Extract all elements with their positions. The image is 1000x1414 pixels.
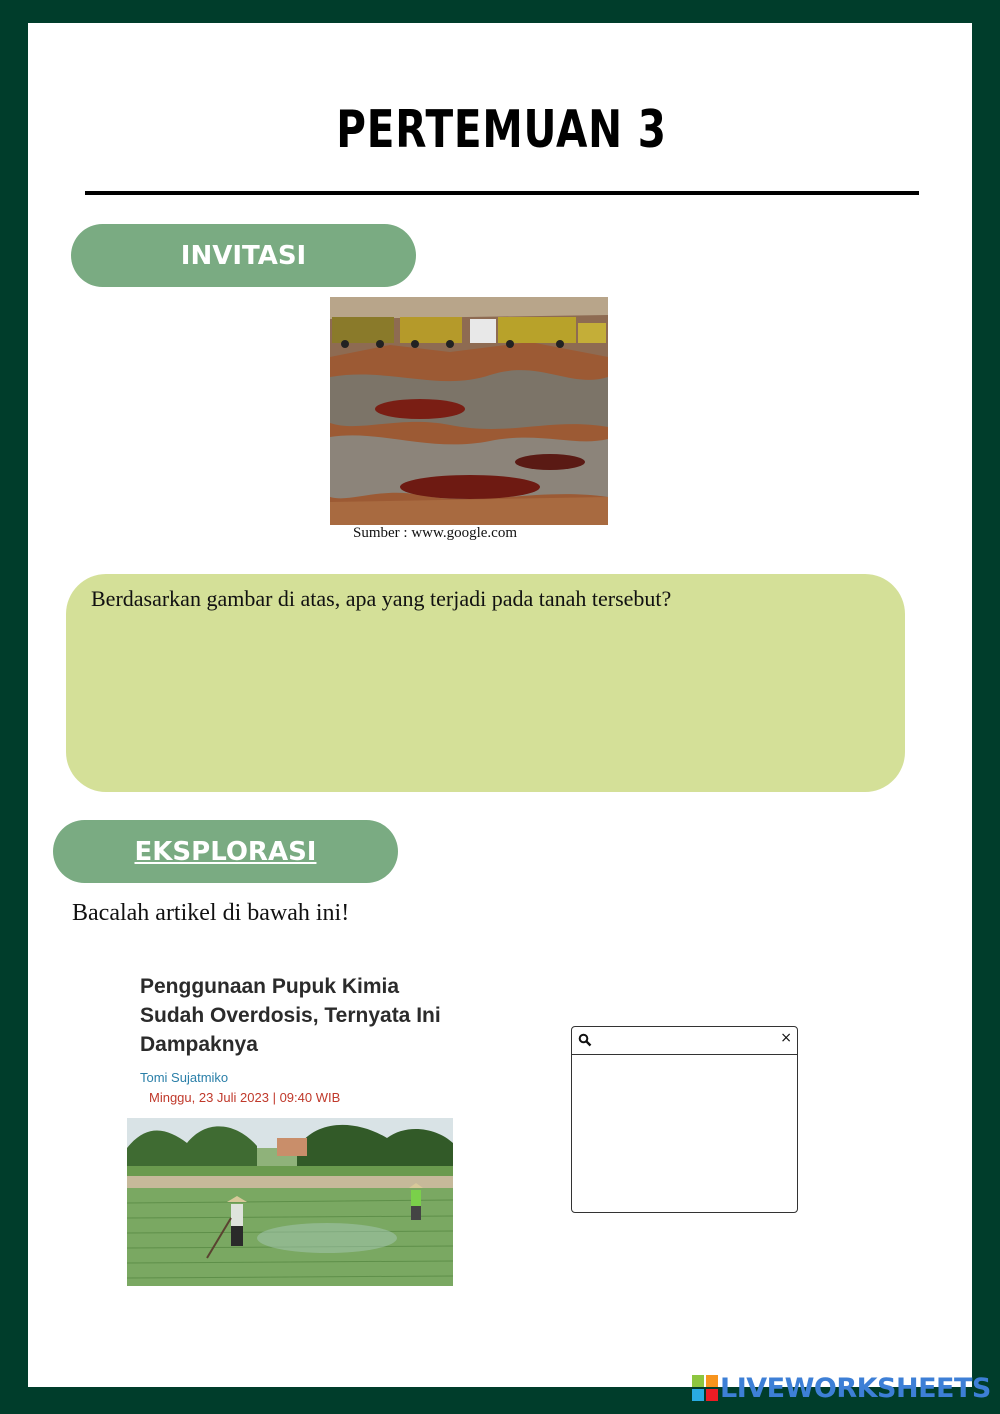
close-icon[interactable]: × [780,1030,792,1046]
liveworksheets-logo-icon [692,1375,718,1401]
search-widget [571,1026,798,1213]
image-caption: Sumber : www.google.com [353,525,518,541]
search-results-area[interactable] [572,1055,797,1212]
search-bar [572,1027,797,1055]
page-title: PERTEMUAN 3 [336,100,667,160]
title-divider [85,191,919,195]
search-input[interactable] [596,1030,770,1052]
rice-field-photo [127,1118,453,1286]
reading-instruction: Bacalah artikel di bawah ini! [72,900,350,926]
section-heading-eksplorasi [53,820,398,883]
question-text: Berdasarkan gambar di atas, apa yang terjadi pada tanah tersebut? [91,586,672,611]
search-icon [578,1033,592,1047]
eksplorasi-heading-label: EKSPLORASI [134,836,317,867]
article-date: Minggu, 23 Juli 2023 | 09:40 WIB [149,1090,341,1105]
landfill-photo [330,297,608,525]
article-title: Penggunaan Pupuk Kimia Sudah Overdosis, Ternyata Ini Dampaknya [140,975,441,1056]
answer-box[interactable] [66,574,905,792]
article-author: Tomi Sujatmiko [140,1070,229,1085]
invitasi-heading-label: INVITASI [180,240,307,271]
brand-name: LIVEWORKSHEETS [720,1372,991,1404]
section-heading-invitasi [71,224,416,287]
liveworksheets-brand [692,1372,991,1404]
